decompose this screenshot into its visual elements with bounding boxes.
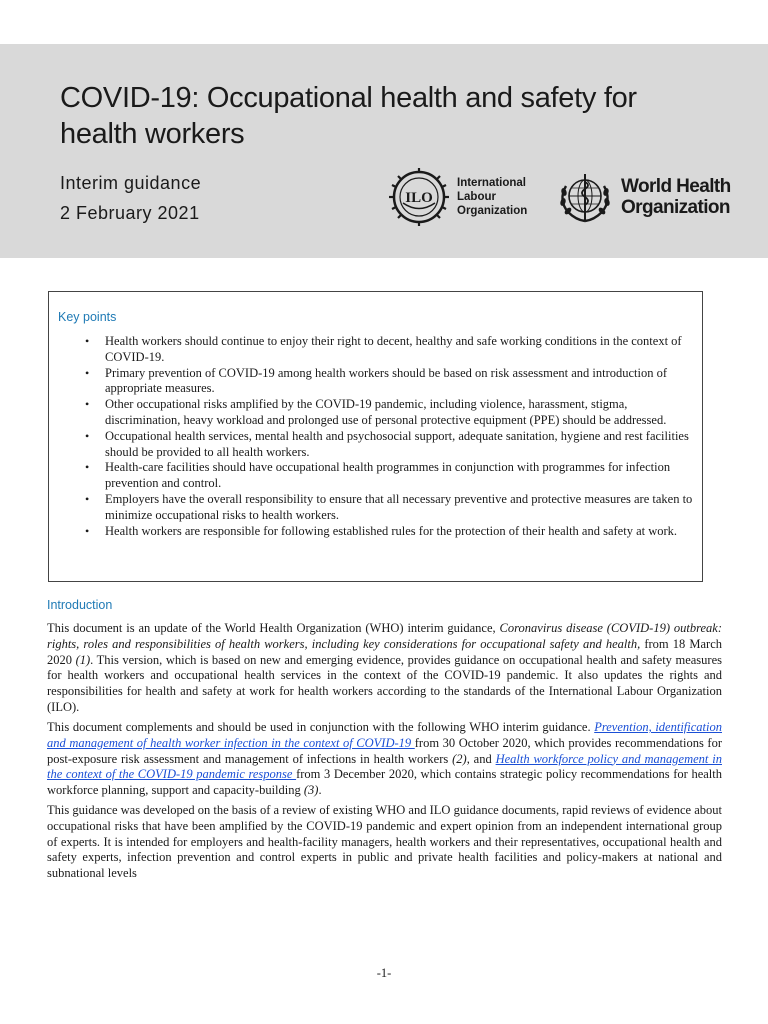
introduction-paragraph <box>47 720 722 799</box>
key-points-list <box>85 334 695 539</box>
who-name-line: World Health <box>621 176 731 197</box>
ilo-logo <box>386 168 536 226</box>
ilo-emblem-icon <box>386 168 452 226</box>
key-point-item: • Health-care facilities should have occupational health programmes in conjunction with programmes for infection prevention and control. <box>85 460 695 492</box>
introduction-paragraph: This guidance was developed on the basis of a review of existing WHO and ILO guidance documents, rapid reviews of evidence about occupational risks that have been amplified by the COVID-19 pandemic and expert opinion from an independent international group of experts. It is intended for employers and health-facility managers, health workers and their representatives, occupational health and safety experts, infection prevention and control experts in public and private health facilities and policy-makers at national and subnational levels <box>47 803 722 881</box>
key-point-item: • Other occupational risks amplified by the COVID-19 pandemic, including violence, harassment, stigma, discrimination, heavy workload and prolonged use of personal protective equipment (PPE) should be addressed. <box>85 397 695 429</box>
ilo-name-line: International <box>457 177 527 189</box>
paragraph-text: This document is an update of the World Health Organization (WHO) interim guidance, <box>47 621 500 635</box>
reference-number: (2) <box>452 751 467 766</box>
publication-date: 2 February 2021 <box>60 203 200 223</box>
reference-number: (1) <box>75 652 91 667</box>
reference-number: (3) <box>303 783 319 798</box>
prevention-guidance-link[interactable]: Prevention, identification and management of health worker infection in the context of COVID-19 <box>47 720 722 750</box>
paragraph-text: from 30 October 2020, which provides recommendations for post-exposure risk assessment and management of infections in health workers <box>47 735 722 766</box>
who-name <box>621 176 731 218</box>
document-subtitle: Interim guidance <box>60 173 202 193</box>
paragraph-text: , and <box>466 751 496 766</box>
ilo-name-line: Labour <box>457 191 496 203</box>
ilo-name-line: Organization <box>457 205 528 217</box>
paragraph-text: . <box>318 783 322 798</box>
key-point-item: • Primary prevention of COVID-19 among health workers should be based on risk assessment and introduction of appropriate measures. <box>85 366 695 398</box>
paragraph-text: . This version, which is based on new and emerging evidence, provides guidance on occupational health and safety measures for health workers and occupational health services in the context of the COVID-19 pandemic. It also updates the rights and responsibilities for health and safety at work for health workers according to the standards of the International Labour Organization (ILO). <box>47 652 722 714</box>
key-point-item: • Health workers should continue to enjoy their right to decent, healthy and safe working conditions in the context of COVID-19. <box>85 334 695 366</box>
paragraph-text: from 18 March 2020 <box>47 636 723 667</box>
introduction-heading: Introduction <box>47 598 113 612</box>
paragraph-text: This document complements and should be used in conjunction with the following WHO interim guidance. <box>47 720 595 734</box>
key-point-item: • Occupational health services, mental health and psychosocial support, adequate sanitation, hygiene and rest facilities should be provided to all health workers. <box>85 429 695 461</box>
who-logo <box>554 168 734 226</box>
workforce-policy-link[interactable]: Health workforce policy and management in the context of the COVID-19 pandemic response <box>47 751 722 782</box>
ilo-name <box>457 176 527 218</box>
paragraph-text: from 3 December 2020, which contains strategic policy recommendations for health workforce planning, support and capacity-building <box>47 767 723 798</box>
key-points-heading: Key points <box>58 310 117 324</box>
page-title: COVID-19: Occupational health and safety for health workers <box>60 82 637 150</box>
page-number: -1- <box>376 966 392 980</box>
introduction-paragraph <box>47 621 722 716</box>
cited-title: Coronavirus disease (COVID-19) outbreak: rights, roles and responsibilities of health workers, including key considerations for occupational safety and health, <box>47 621 722 651</box>
key-point-item: • Employers have the overall responsibility to ensure that all necessary preventive and protective measures are taken to minimize occupational risks to health workers. <box>85 492 695 524</box>
who-emblem-icon <box>554 168 616 226</box>
key-point-item: • Health workers are responsible for following established rules for the protection of their health and safety at work. <box>85 524 695 540</box>
svg-text:ILO: ILO <box>405 190 433 206</box>
who-name-line: Organization <box>621 197 730 218</box>
key-points-box <box>48 291 703 582</box>
